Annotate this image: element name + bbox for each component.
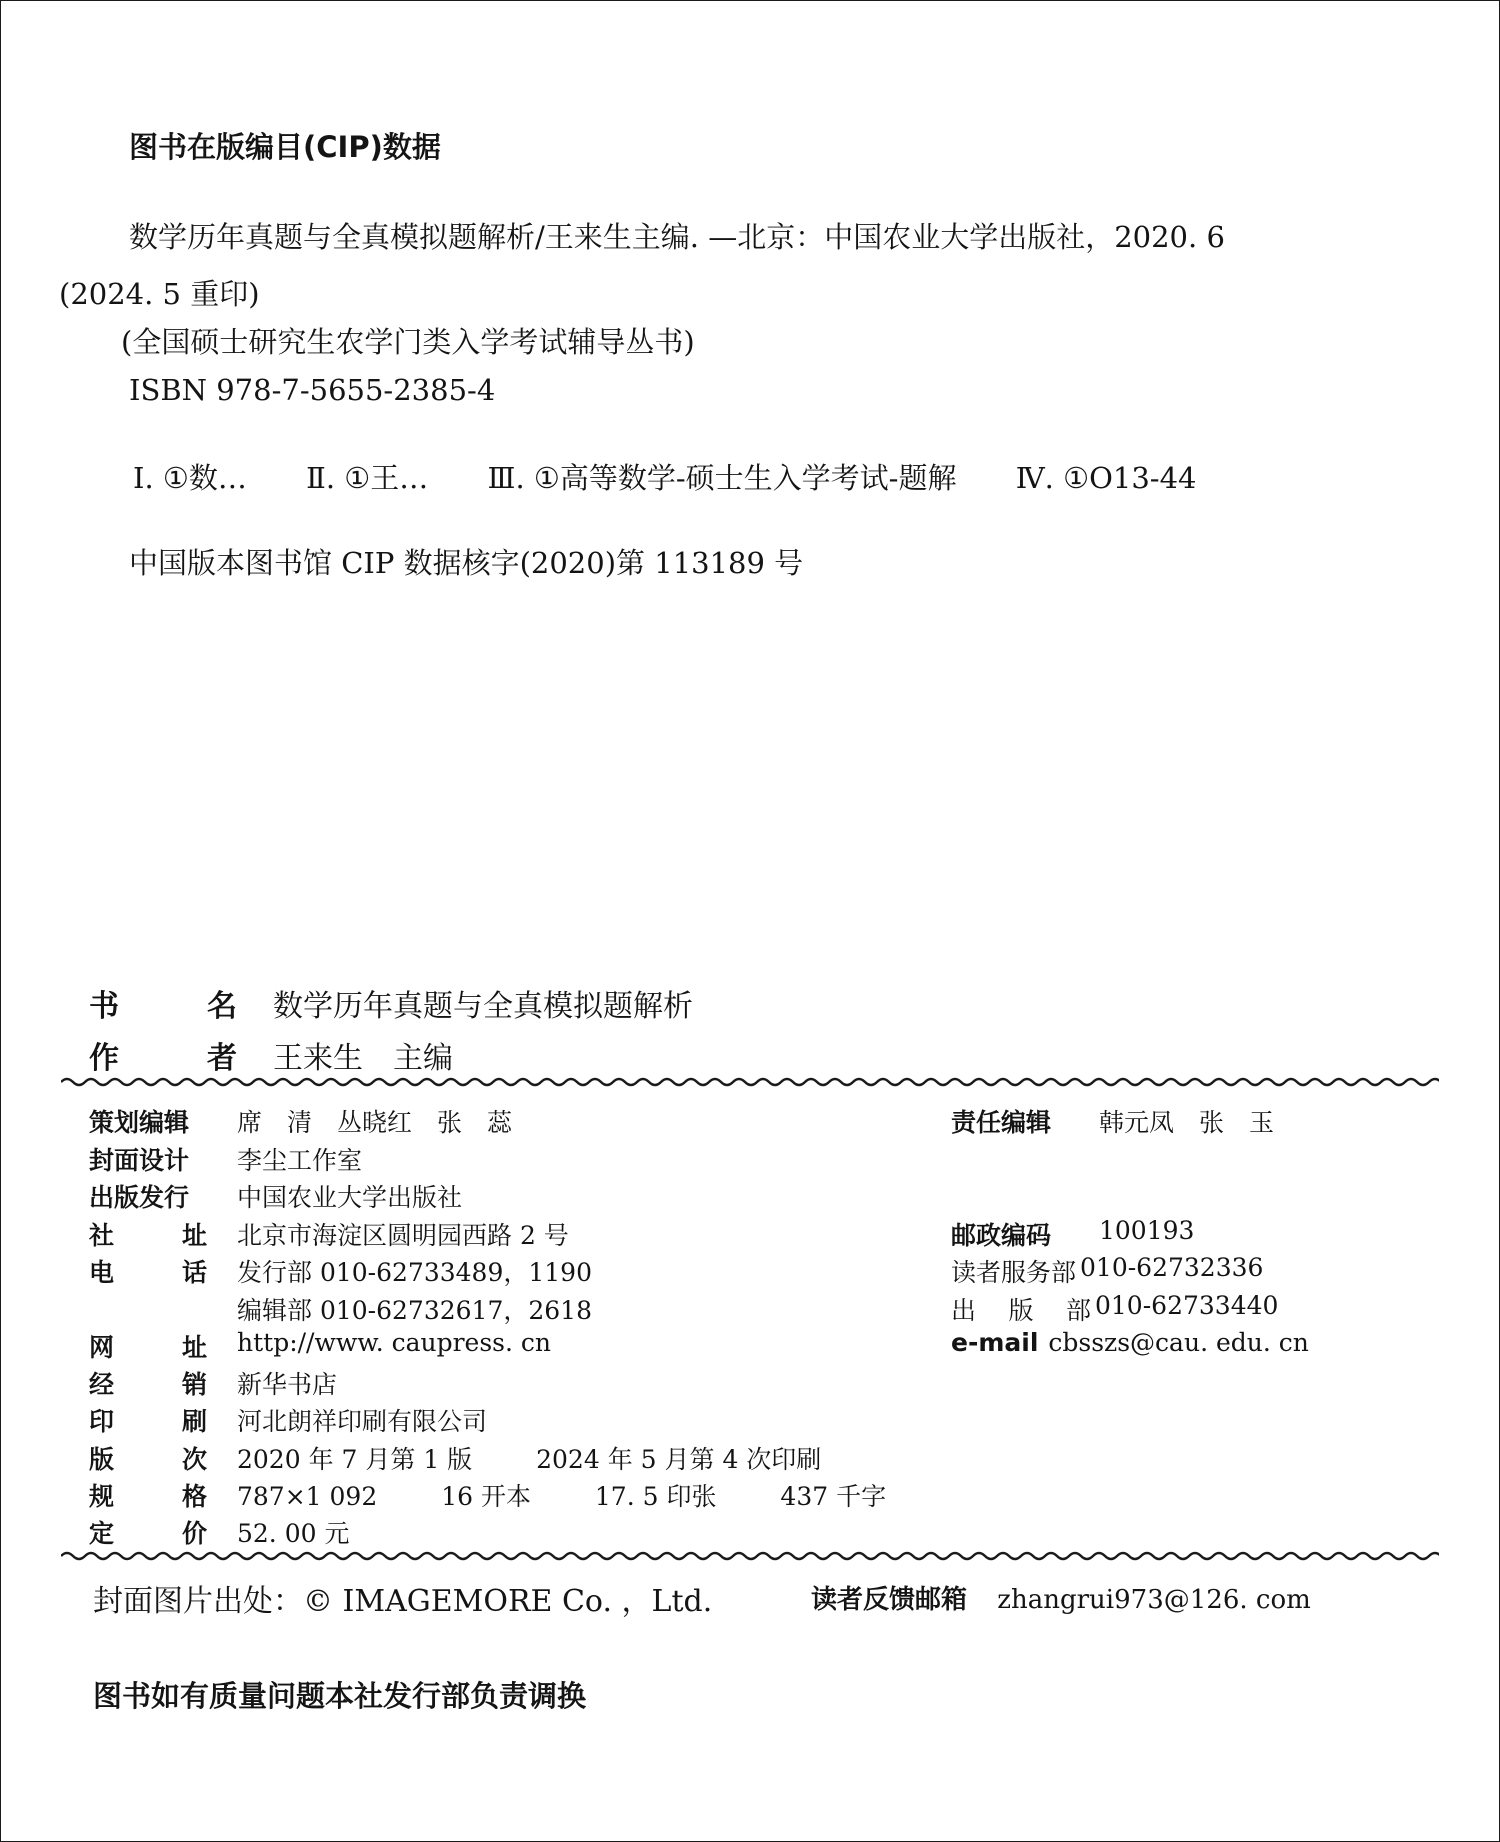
cip-title-line: 数学历年真题与全真模拟题解析/王来生主编. —北京：中国农业大学出版社，2020. 6 bbox=[129, 220, 1225, 254]
planning-editor-row: 策划编辑 席 清 丛晓红 张 蕊 bbox=[89, 1108, 513, 1137]
cip-number: 中国版本图书馆 CIP 数据核字(2020)第 113189 号 bbox=[129, 546, 804, 580]
reader-service-row: 读者服务部 010-62732336 bbox=[951, 1253, 1264, 1287]
website-row: 网 址 http://www. caupress. cn bbox=[89, 1328, 552, 1362]
website-link: http://www. caupress. cn bbox=[237, 1328, 552, 1357]
book-author-value: 王来生 主编 bbox=[273, 1041, 453, 1076]
wave-divider-bottom bbox=[61, 1549, 1439, 1563]
responsible-editor-row: 责任编辑 韩元凤 张 玉 bbox=[951, 1108, 1275, 1137]
book-author-label: 作 者 bbox=[89, 1041, 237, 1076]
price-row: 定 价 52. 00 元 bbox=[89, 1519, 350, 1548]
distributor-row: 经 销 新华书店 bbox=[89, 1370, 338, 1399]
book-title-value: 数学历年真题与全真模拟题解析 bbox=[273, 989, 693, 1024]
feedback-email-row bbox=[811, 1579, 1311, 1616]
cip-isbn: ISBN 978-7-5655-2385-4 bbox=[129, 373, 496, 407]
edition-row: 版 次 2020 年 7 月第 1 版 2024 年 5 月第 4 次印刷 bbox=[89, 1445, 822, 1474]
classification-2: Ⅱ. ①王… bbox=[306, 461, 429, 495]
book-author-row bbox=[89, 1033, 453, 1077]
book-title-label: 书 名 bbox=[89, 989, 237, 1024]
cip-series: (全国硕士研究生农学门类入学考试辅导丛书) bbox=[121, 325, 695, 359]
cip-classification bbox=[133, 456, 1247, 497]
cover-image-source: 封面图片出处：© IMAGEMORE Co. ，Ltd. bbox=[93, 1584, 713, 1619]
classification-4: Ⅳ. ①O13-44 bbox=[1015, 461, 1197, 495]
classification-1: Ⅰ. ①数… bbox=[133, 461, 247, 495]
phone-row-2: 编辑部 010-62732617，2618 bbox=[237, 1296, 592, 1325]
cover-design-row: 封面设计 李尘工作室 bbox=[89, 1146, 363, 1175]
quality-notice: 图书如有质量问题本社发行部负责调换 bbox=[93, 1679, 587, 1713]
cip-heading: 图书在版编目(CIP)数据 bbox=[129, 130, 441, 164]
printer-row: 印 刷 河北朗祥印刷有限公司 bbox=[89, 1407, 488, 1436]
publisher-row: 出版发行 中国农业大学出版社 bbox=[89, 1183, 463, 1212]
spec-row: 规 格 787×1 092 16 开本 17. 5 印张 437 千字 bbox=[89, 1482, 887, 1511]
email-row: e-mail cbsszs@cau. edu. cn bbox=[951, 1328, 1309, 1357]
feedback-label: 读者反馈邮箱 bbox=[811, 1585, 968, 1615]
feedback-email: zhangrui973@126. com bbox=[997, 1585, 1311, 1615]
book-title-row bbox=[89, 981, 693, 1025]
wave-divider-top bbox=[61, 1075, 1439, 1089]
phone-row: 电 话 发行部 010-62733489，1190 bbox=[89, 1258, 592, 1287]
publishing-dept-row: 出 版 部 010-62733440 bbox=[951, 1291, 1279, 1325]
address-row: 社 址 北京市海淀区圆明园西路 2 号 bbox=[89, 1221, 569, 1250]
cip-reprint: (2024. 5 重印) bbox=[59, 277, 260, 311]
postcode-row: 邮政编码 100193 bbox=[951, 1216, 1195, 1250]
classification-3: Ⅲ. ①高等数学-硕士生入学考试-题解 bbox=[487, 461, 957, 495]
